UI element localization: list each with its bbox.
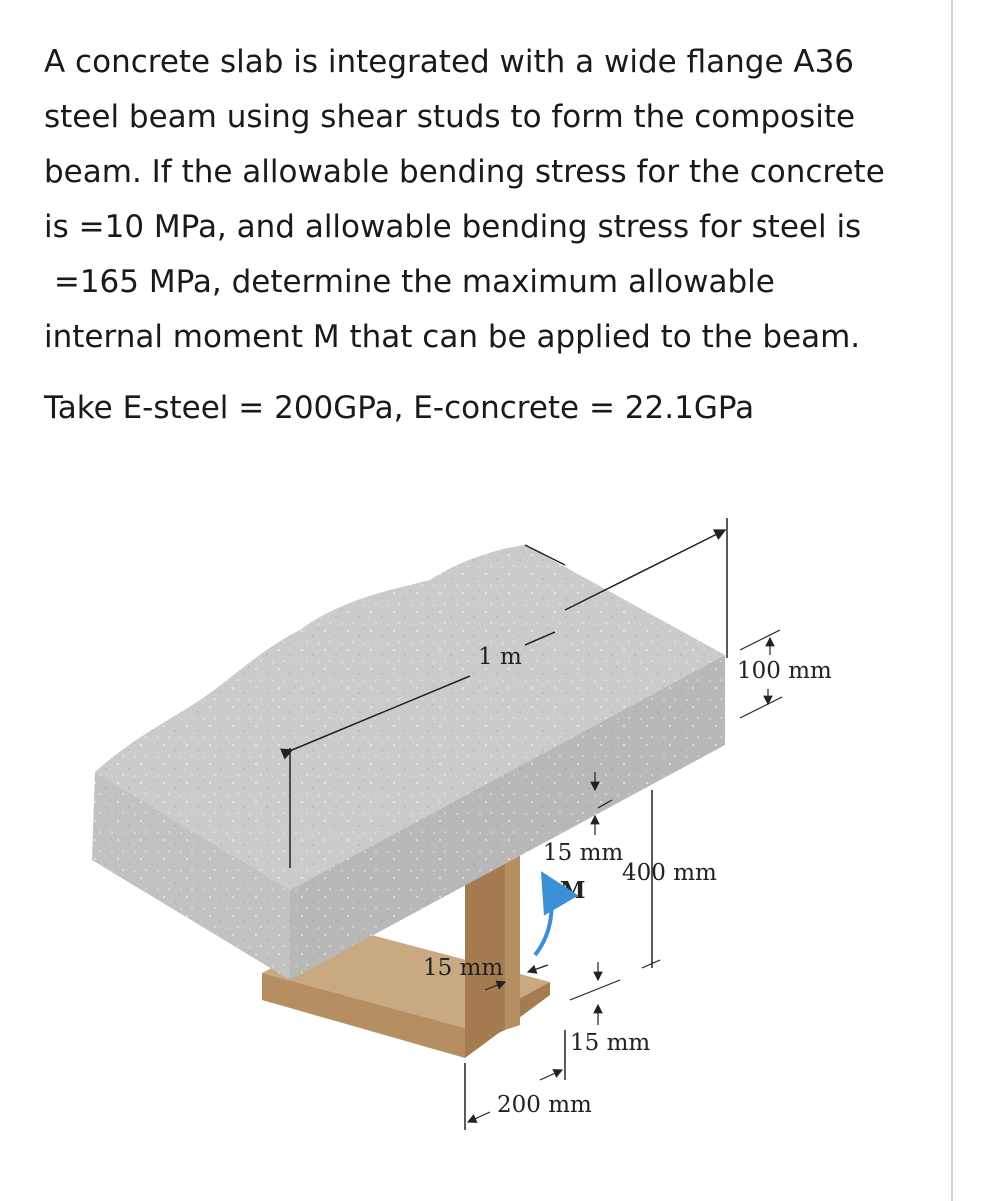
problem-line-1: A concrete slab is integrated with a wide flange A36: [44, 44, 855, 80]
problem-line-6: internal moment M that can be applied to the beam.: [44, 319, 861, 355]
slab-length-label: 1 m: [478, 644, 522, 670]
moment-label: M: [560, 877, 586, 904]
flange-width-label: 200 mm: [497, 1092, 592, 1118]
problem-line-4: is =10 MPa, and allowable bending stress for steel is: [44, 209, 862, 245]
web-front: [505, 838, 520, 1030]
given-moduli: Take E-steel = 200GPa, E-concrete = 22.1GPa: [44, 390, 755, 426]
moment-arrow: [535, 878, 552, 955]
slab-thickness-label: 100 mm: [737, 658, 832, 684]
top-flange-thickness-label: 15 mm: [543, 840, 624, 866]
problem-line-3: beam. If the allowable bending stress for the concrete: [44, 154, 885, 190]
problem-line-5: =165 MPa, determine the maximum allowable: [44, 264, 775, 300]
bottom-flange-thickness-label: 15 mm: [570, 1030, 651, 1056]
web-thickness-label: 15 mm: [423, 955, 504, 981]
problem-line-2: steel beam using shear studs to form the composite: [44, 99, 856, 135]
beam-depth-label: 400 mm: [622, 860, 717, 886]
